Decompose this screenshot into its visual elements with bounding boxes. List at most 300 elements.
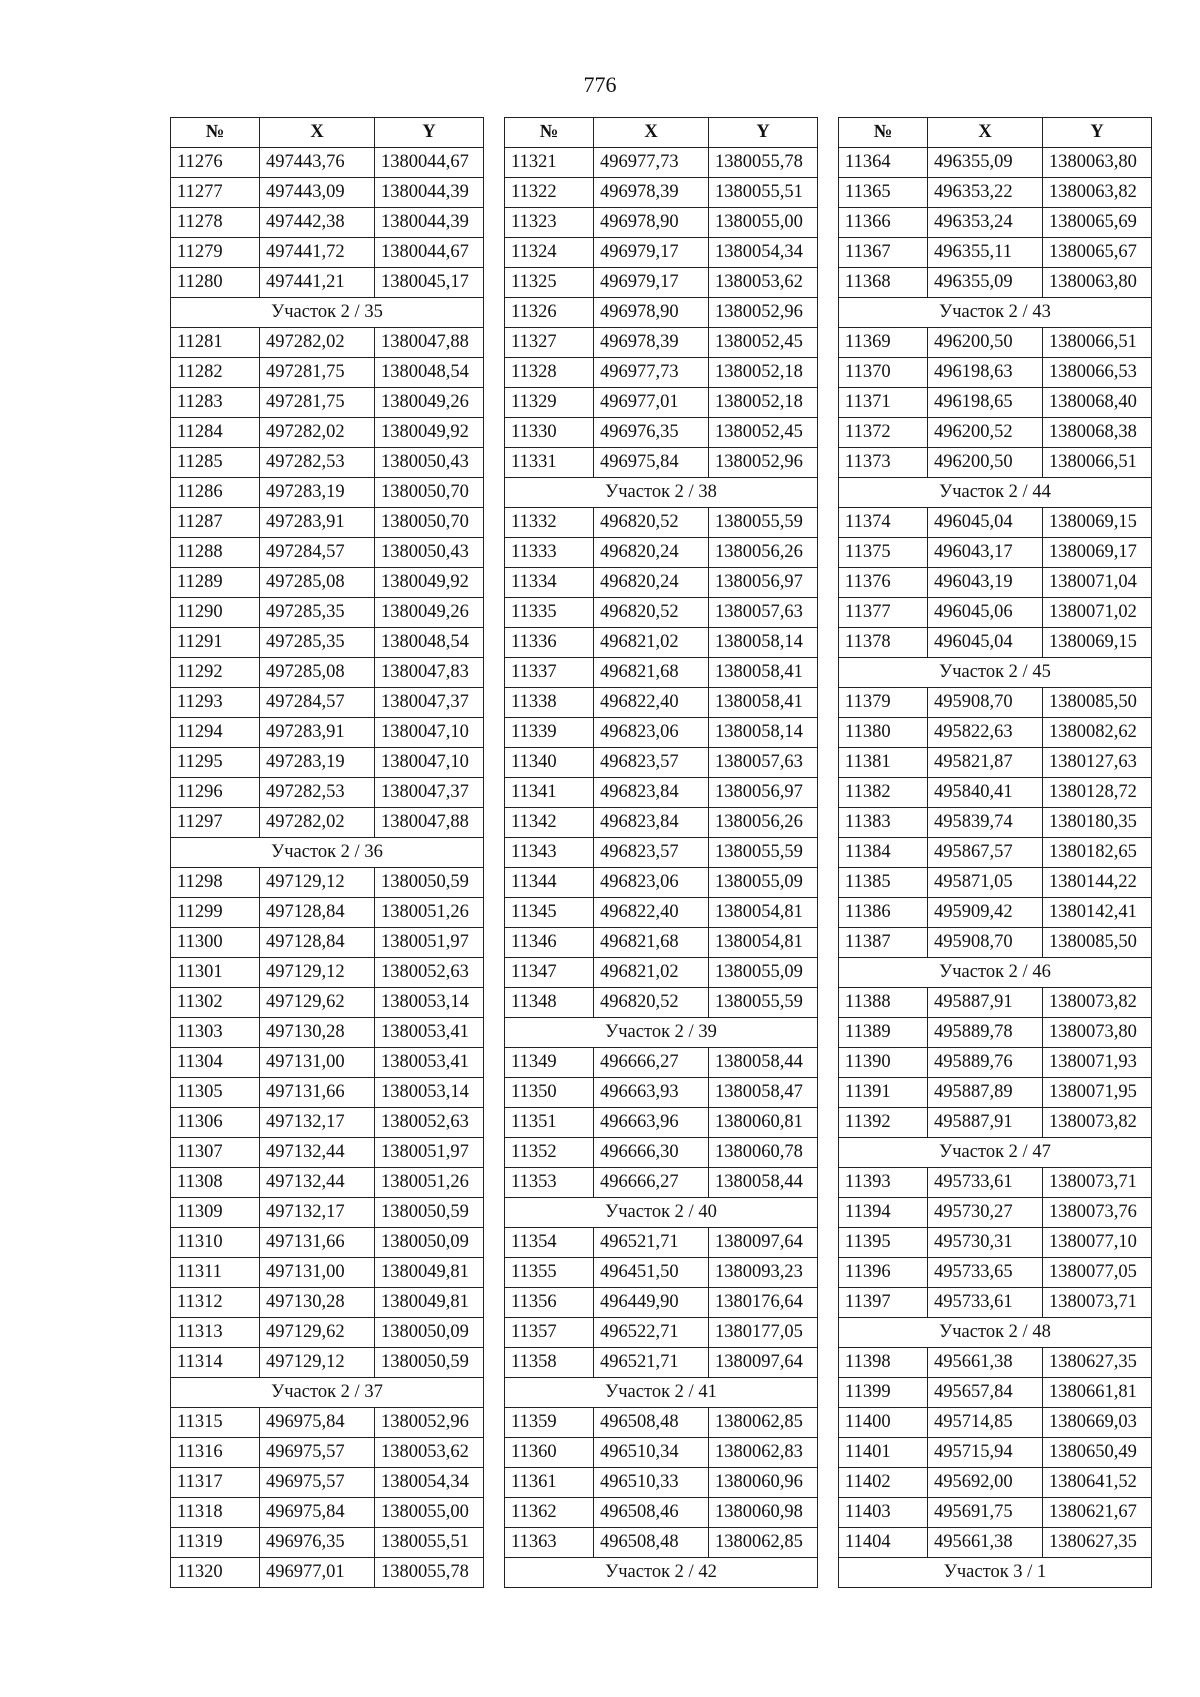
point-number: 11303 (171, 1018, 260, 1048)
table-row (839, 1528, 1152, 1558)
point-number: 11323 (505, 208, 594, 238)
section-title: Участок 2 / 46 (839, 958, 1152, 988)
table-row (505, 658, 818, 688)
section-title: Участок 2 / 42 (505, 1558, 818, 1588)
point-number: 11278 (171, 208, 260, 238)
x-coordinate: 495887,91 (928, 1108, 1043, 1138)
point-number: 11337 (505, 658, 594, 688)
table-row (505, 958, 818, 988)
y-coordinate: 1380056,97 (709, 568, 818, 598)
x-coordinate: 496977,73 (594, 358, 709, 388)
y-coordinate: 1380176,64 (709, 1288, 818, 1318)
x-coordinate: 496823,57 (594, 748, 709, 778)
table-row (505, 1348, 818, 1378)
x-coordinate: 496521,71 (594, 1228, 709, 1258)
point-number: 11341 (505, 778, 594, 808)
section-title: Участок 2 / 48 (839, 1318, 1152, 1348)
table-row (505, 238, 818, 268)
x-coordinate: 496975,84 (260, 1408, 375, 1438)
point-number: 11312 (171, 1288, 260, 1318)
x-coordinate: 497282,02 (260, 808, 375, 838)
x-coordinate: 495692,00 (928, 1468, 1043, 1498)
x-coordinate: 496198,65 (928, 388, 1043, 418)
x-coordinate: 496977,73 (594, 148, 709, 178)
point-number: 11359 (505, 1408, 594, 1438)
y-coordinate: 1380627,35 (1043, 1528, 1152, 1558)
x-coordinate: 497132,44 (260, 1138, 375, 1168)
y-coordinate: 1380058,14 (709, 718, 818, 748)
y-coordinate: 1380128,72 (1043, 778, 1152, 808)
x-coordinate: 497131,00 (260, 1258, 375, 1288)
section-title: Участок 2 / 38 (505, 478, 818, 508)
x-coordinate: 496976,35 (260, 1528, 375, 1558)
x-coordinate: 496976,35 (594, 418, 709, 448)
y-coordinate: 1380127,63 (1043, 748, 1152, 778)
point-number: 11384 (839, 838, 928, 868)
y-coordinate: 1380621,67 (1043, 1498, 1152, 1528)
x-coordinate: 496043,19 (928, 568, 1043, 598)
table-row (505, 628, 818, 658)
table-row (171, 1348, 484, 1378)
table-row (505, 1048, 818, 1078)
table-row (171, 1168, 484, 1198)
x-coordinate: 496821,68 (594, 928, 709, 958)
point-number: 11343 (505, 838, 594, 868)
x-coordinate: 495822,63 (928, 718, 1043, 748)
header-x: X (928, 118, 1043, 148)
section-title: Участок 2 / 35 (171, 298, 484, 328)
y-coordinate: 1380057,63 (709, 598, 818, 628)
y-coordinate: 1380054,81 (709, 928, 818, 958)
point-number: 11313 (171, 1318, 260, 1348)
point-number: 11282 (171, 358, 260, 388)
point-number: 11302 (171, 988, 260, 1018)
table-row (839, 898, 1152, 928)
x-coordinate: 496508,46 (594, 1498, 709, 1528)
y-coordinate: 1380068,40 (1043, 388, 1152, 418)
coordinates-table-3 (838, 117, 1152, 1588)
table-row (839, 628, 1152, 658)
table-row (171, 358, 484, 388)
point-number: 11334 (505, 568, 594, 598)
y-coordinate: 1380060,96 (709, 1468, 818, 1498)
x-coordinate: 496820,52 (594, 988, 709, 1018)
x-coordinate: 496823,84 (594, 778, 709, 808)
point-number: 11354 (505, 1228, 594, 1258)
table-row (171, 328, 484, 358)
y-coordinate: 1380661,81 (1043, 1378, 1152, 1408)
section-title: Участок 2 / 47 (839, 1138, 1152, 1168)
y-coordinate: 1380055,51 (709, 178, 818, 208)
table-row (839, 688, 1152, 718)
x-coordinate: 496045,04 (928, 508, 1043, 538)
point-number: 11279 (171, 238, 260, 268)
x-coordinate: 497443,09 (260, 178, 375, 208)
point-number: 11352 (505, 1138, 594, 1168)
y-coordinate: 1380063,82 (1043, 178, 1152, 208)
x-coordinate: 496355,09 (928, 148, 1043, 178)
x-coordinate: 495887,89 (928, 1078, 1043, 1108)
y-coordinate: 1380050,59 (375, 868, 484, 898)
table-row (505, 1288, 818, 1318)
y-coordinate: 1380073,82 (1043, 1108, 1152, 1138)
table-row (839, 1288, 1152, 1318)
point-number: 11355 (505, 1258, 594, 1288)
point-number: 11364 (839, 148, 928, 178)
x-coordinate: 496045,06 (928, 598, 1043, 628)
point-number: 11318 (171, 1498, 260, 1528)
x-coordinate: 495889,78 (928, 1018, 1043, 1048)
x-coordinate: 497132,17 (260, 1198, 375, 1228)
x-coordinate: 496823,57 (594, 838, 709, 868)
table-row (839, 1468, 1152, 1498)
x-coordinate: 495889,76 (928, 1048, 1043, 1078)
y-coordinate: 1380056,26 (709, 538, 818, 568)
table-row (839, 178, 1152, 208)
table-row (505, 598, 818, 628)
point-number: 11297 (171, 808, 260, 838)
x-coordinate: 496663,93 (594, 1078, 709, 1108)
section-row (505, 1198, 818, 1228)
point-number: 11383 (839, 808, 928, 838)
y-coordinate: 1380063,80 (1043, 268, 1152, 298)
point-number: 11310 (171, 1228, 260, 1258)
x-coordinate: 496510,34 (594, 1438, 709, 1468)
table-row (505, 508, 818, 538)
y-coordinate: 1380669,03 (1043, 1408, 1152, 1438)
point-number: 11326 (505, 298, 594, 328)
y-coordinate: 1380054,34 (709, 238, 818, 268)
x-coordinate: 497442,38 (260, 208, 375, 238)
y-coordinate: 1380049,92 (375, 418, 484, 448)
y-coordinate: 1380082,62 (1043, 718, 1152, 748)
point-number: 11360 (505, 1438, 594, 1468)
x-coordinate: 497129,12 (260, 868, 375, 898)
point-number: 11281 (171, 328, 260, 358)
table-row (839, 268, 1152, 298)
point-number: 11293 (171, 688, 260, 718)
y-coordinate: 1380050,70 (375, 508, 484, 538)
point-number: 11285 (171, 448, 260, 478)
point-number: 11322 (505, 178, 594, 208)
y-coordinate: 1380044,39 (375, 178, 484, 208)
table-row (839, 1078, 1152, 1108)
table-row (505, 808, 818, 838)
table-row (839, 1048, 1152, 1078)
header-y: Y (375, 118, 484, 148)
y-coordinate: 1380650,49 (1043, 1438, 1152, 1468)
x-coordinate: 497130,28 (260, 1288, 375, 1318)
y-coordinate: 1380073,80 (1043, 1018, 1152, 1048)
table-row (171, 538, 484, 568)
point-number: 11308 (171, 1168, 260, 1198)
section-row (171, 1378, 484, 1408)
x-coordinate: 495908,70 (928, 688, 1043, 718)
x-coordinate: 496975,84 (260, 1498, 375, 1528)
x-coordinate: 496666,27 (594, 1168, 709, 1198)
table-row (505, 328, 818, 358)
y-coordinate: 1380058,47 (709, 1078, 818, 1108)
y-coordinate: 1380073,76 (1043, 1198, 1152, 1228)
table-row (505, 568, 818, 598)
point-number: 11284 (171, 418, 260, 448)
table-row (839, 718, 1152, 748)
x-coordinate: 496198,63 (928, 358, 1043, 388)
table-row (505, 1408, 818, 1438)
table-row (171, 238, 484, 268)
y-coordinate: 1380641,52 (1043, 1468, 1152, 1498)
table-row (839, 148, 1152, 178)
point-number: 11288 (171, 538, 260, 568)
table-row (505, 208, 818, 238)
y-coordinate: 1380054,81 (709, 898, 818, 928)
y-coordinate: 1380047,37 (375, 688, 484, 718)
point-number: 11304 (171, 1048, 260, 1078)
y-coordinate: 1380050,09 (375, 1228, 484, 1258)
section-title: Участок 3 / 1 (839, 1558, 1152, 1588)
y-coordinate: 1380058,44 (709, 1168, 818, 1198)
table-row (505, 1498, 818, 1528)
point-number: 11358 (505, 1348, 594, 1378)
x-coordinate: 496820,52 (594, 598, 709, 628)
x-coordinate: 497285,08 (260, 568, 375, 598)
y-coordinate: 1380071,02 (1043, 598, 1152, 628)
point-number: 11357 (505, 1318, 594, 1348)
point-number: 11348 (505, 988, 594, 1018)
point-number: 11306 (171, 1108, 260, 1138)
x-coordinate: 496043,17 (928, 538, 1043, 568)
y-coordinate: 1380071,93 (1043, 1048, 1152, 1078)
x-coordinate: 496821,02 (594, 958, 709, 988)
table-header-row (839, 118, 1152, 148)
y-coordinate: 1380073,71 (1043, 1288, 1152, 1318)
point-number: 11290 (171, 598, 260, 628)
y-coordinate: 1380063,80 (1043, 148, 1152, 178)
y-coordinate: 1380047,37 (375, 778, 484, 808)
header-number: № (505, 118, 594, 148)
x-coordinate: 496823,06 (594, 868, 709, 898)
section-title: Участок 2 / 37 (171, 1378, 484, 1408)
y-coordinate: 1380077,10 (1043, 1228, 1152, 1258)
y-coordinate: 1380065,67 (1043, 238, 1152, 268)
x-coordinate: 497131,66 (260, 1078, 375, 1108)
table-row (171, 1288, 484, 1318)
x-coordinate: 497132,44 (260, 1168, 375, 1198)
x-coordinate: 496521,71 (594, 1348, 709, 1378)
y-coordinate: 1380053,62 (709, 268, 818, 298)
x-coordinate: 496821,02 (594, 628, 709, 658)
table-row (505, 748, 818, 778)
y-coordinate: 1380057,63 (709, 748, 818, 778)
x-coordinate: 496975,57 (260, 1468, 375, 1498)
table-row (171, 1438, 484, 1468)
x-coordinate: 496451,50 (594, 1258, 709, 1288)
x-coordinate: 497441,72 (260, 238, 375, 268)
point-number: 11335 (505, 598, 594, 628)
table-row (505, 1078, 818, 1108)
table-row (505, 448, 818, 478)
point-number: 11371 (839, 388, 928, 418)
y-coordinate: 1380097,64 (709, 1228, 818, 1258)
y-coordinate: 1380051,26 (375, 1168, 484, 1198)
point-number: 11401 (839, 1438, 928, 1468)
x-coordinate: 497283,19 (260, 478, 375, 508)
x-coordinate: 496522,71 (594, 1318, 709, 1348)
x-coordinate: 496978,39 (594, 328, 709, 358)
coordinates-table-2 (504, 117, 818, 1588)
y-coordinate: 1380052,96 (709, 448, 818, 478)
table-row (171, 418, 484, 448)
y-coordinate: 1380069,15 (1043, 508, 1152, 538)
y-coordinate: 1380055,59 (709, 838, 818, 868)
table-row (839, 988, 1152, 1018)
table-row (839, 388, 1152, 418)
point-number: 11330 (505, 418, 594, 448)
point-number: 11299 (171, 898, 260, 928)
table-row (171, 508, 484, 538)
x-coordinate: 497129,62 (260, 988, 375, 1018)
section-title: Участок 2 / 44 (839, 478, 1152, 508)
y-coordinate: 1380182,65 (1043, 838, 1152, 868)
x-coordinate: 495733,61 (928, 1288, 1043, 1318)
y-coordinate: 1380044,67 (375, 238, 484, 268)
table-row (171, 268, 484, 298)
x-coordinate: 496978,39 (594, 178, 709, 208)
table-row (839, 1018, 1152, 1048)
table-row (839, 778, 1152, 808)
y-coordinate: 1380052,18 (709, 358, 818, 388)
point-number: 11365 (839, 178, 928, 208)
y-coordinate: 1380050,59 (375, 1198, 484, 1228)
table-row (171, 868, 484, 898)
table-row (171, 688, 484, 718)
x-coordinate: 497441,21 (260, 268, 375, 298)
table-row (505, 1438, 818, 1468)
x-coordinate: 496355,11 (928, 238, 1043, 268)
table-row (505, 718, 818, 748)
y-coordinate: 1380052,63 (375, 1108, 484, 1138)
x-coordinate: 495657,84 (928, 1378, 1043, 1408)
section-row (839, 1318, 1152, 1348)
y-coordinate: 1380177,05 (709, 1318, 818, 1348)
y-coordinate: 1380051,26 (375, 898, 484, 928)
point-number: 11376 (839, 568, 928, 598)
point-number: 11338 (505, 688, 594, 718)
x-coordinate: 496510,33 (594, 1468, 709, 1498)
table-row (839, 1498, 1152, 1528)
x-coordinate: 496353,24 (928, 208, 1043, 238)
x-coordinate: 496822,40 (594, 688, 709, 718)
table-row (505, 898, 818, 928)
table-row (505, 1468, 818, 1498)
table-row (505, 178, 818, 208)
x-coordinate: 496977,01 (594, 388, 709, 418)
y-coordinate: 1380066,51 (1043, 448, 1152, 478)
point-number: 11369 (839, 328, 928, 358)
table-row (505, 1318, 818, 1348)
table-row (171, 718, 484, 748)
point-number: 11277 (171, 178, 260, 208)
table-row (171, 1078, 484, 1108)
table-header-row (171, 118, 484, 148)
table-row (839, 868, 1152, 898)
section-title: Участок 2 / 41 (505, 1378, 818, 1408)
point-number: 11398 (839, 1348, 928, 1378)
point-number: 11336 (505, 628, 594, 658)
table-row (839, 418, 1152, 448)
y-coordinate: 1380047,10 (375, 748, 484, 778)
y-coordinate: 1380066,53 (1043, 358, 1152, 388)
x-coordinate: 496508,48 (594, 1528, 709, 1558)
x-coordinate: 496821,68 (594, 658, 709, 688)
table-row (171, 1018, 484, 1048)
header-x: X (594, 118, 709, 148)
point-number: 11276 (171, 148, 260, 178)
point-number: 11391 (839, 1078, 928, 1108)
point-number: 11331 (505, 448, 594, 478)
section-row (505, 1018, 818, 1048)
point-number: 11373 (839, 448, 928, 478)
table-row (171, 1048, 484, 1078)
table-row (171, 1558, 484, 1588)
point-number: 11347 (505, 958, 594, 988)
y-coordinate: 1380077,05 (1043, 1258, 1152, 1288)
y-coordinate: 1380069,15 (1043, 628, 1152, 658)
table-row (171, 958, 484, 988)
point-number: 11309 (171, 1198, 260, 1228)
y-coordinate: 1380055,09 (709, 868, 818, 898)
x-coordinate: 497284,57 (260, 538, 375, 568)
section-row (171, 298, 484, 328)
table-row (839, 1198, 1152, 1228)
point-number: 11291 (171, 628, 260, 658)
y-coordinate: 1380051,97 (375, 928, 484, 958)
point-number: 11387 (839, 928, 928, 958)
table-row (505, 868, 818, 898)
x-coordinate: 497281,75 (260, 358, 375, 388)
y-coordinate: 1380055,78 (375, 1558, 484, 1588)
table-row (839, 238, 1152, 268)
table-row (839, 1228, 1152, 1258)
x-coordinate: 496663,96 (594, 1108, 709, 1138)
table-row (171, 1468, 484, 1498)
x-coordinate: 496200,50 (928, 448, 1043, 478)
y-coordinate: 1380093,23 (709, 1258, 818, 1288)
table-row (839, 748, 1152, 778)
y-coordinate: 1380062,85 (709, 1408, 818, 1438)
y-coordinate: 1380047,83 (375, 658, 484, 688)
x-coordinate: 496975,57 (260, 1438, 375, 1468)
table-row (839, 1108, 1152, 1138)
y-coordinate: 1380073,82 (1043, 988, 1152, 1018)
y-coordinate: 1380068,38 (1043, 418, 1152, 448)
point-number: 11363 (505, 1528, 594, 1558)
y-coordinate: 1380071,04 (1043, 568, 1152, 598)
x-coordinate: 495908,70 (928, 928, 1043, 958)
point-number: 11327 (505, 328, 594, 358)
point-number: 11292 (171, 658, 260, 688)
point-number: 11394 (839, 1198, 928, 1228)
point-number: 11315 (171, 1408, 260, 1438)
y-coordinate: 1380052,18 (709, 388, 818, 418)
point-number: 11377 (839, 598, 928, 628)
x-coordinate: 497132,17 (260, 1108, 375, 1138)
point-number: 11294 (171, 718, 260, 748)
point-number: 11328 (505, 358, 594, 388)
section-title: Участок 2 / 40 (505, 1198, 818, 1228)
x-coordinate: 495733,61 (928, 1168, 1043, 1198)
y-coordinate: 1380050,43 (375, 538, 484, 568)
